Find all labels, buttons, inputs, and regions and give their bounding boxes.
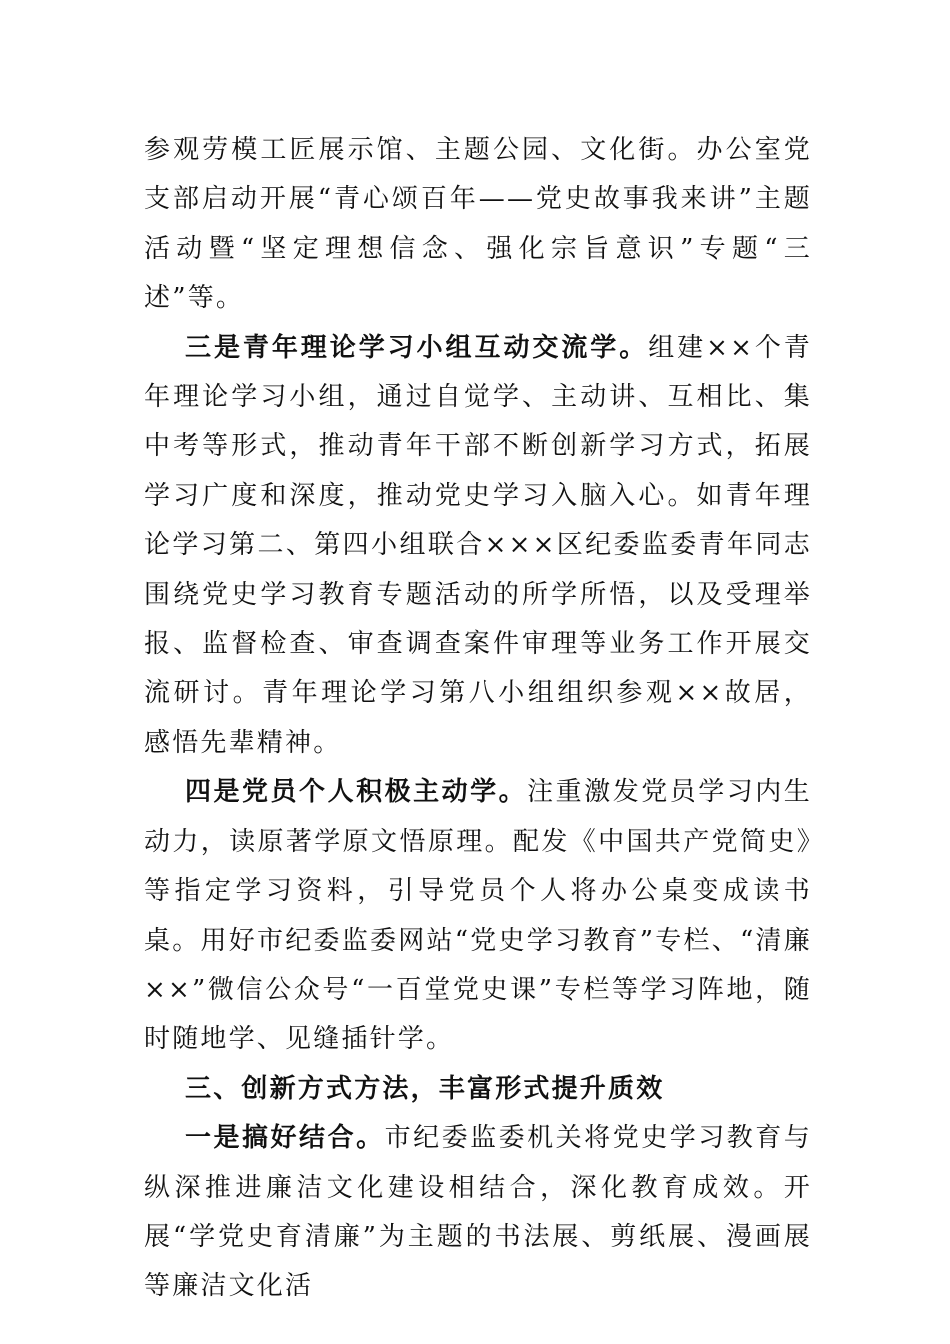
paragraph-lead: 四是党员个人积极主动学。 bbox=[185, 777, 528, 808]
paragraph-continuation bbox=[144, 126, 812, 324]
paragraph-youth-study-groups bbox=[144, 324, 812, 769]
section-heading: 三、创新方式方法，丰富形式提升质效 bbox=[185, 1073, 665, 1104]
paragraph-body: 参观劳模工匠展示馆、主题公园、文化街。办公室党支部启动开展“青心颂百年——党史故事我来讲”主题活动暨“坚定理想信念、强化宗旨意识”专题“三述”等。 bbox=[144, 135, 812, 314]
paragraph-lead: 一是搞好结合。 bbox=[185, 1123, 385, 1154]
paragraph-integration bbox=[144, 1114, 812, 1312]
paragraph-lead: 三是青年理论学习小组互动交流学。 bbox=[185, 332, 649, 363]
paragraph-body: 市纪委监委机关将党史学习教育与纵深推进廉洁文化建设相结合，深化教育成效。开展“学党史育清廉”为主题的书法展、剪纸展、漫画展等廉洁文化活 bbox=[144, 1123, 812, 1302]
paragraph-individual-study bbox=[144, 768, 812, 1064]
paragraph-body: 组建××个青年理论学习小组，通过自觉学、主动讲、互相比、集中考等形式，推动青年干部不断创新学习方式，拓展学习广度和深度，推动党史学习入脑入心。如青年理论学习第二、第四小组联合×××区纪委监委青年同志围绕党史学习教育专题活动的所学所悟，以及受理举报、监督检查、审查调查案件审理等业务工作开展交流研讨。青年理论学习第八小组组织参观××故居，感悟先辈精神。 bbox=[144, 332, 812, 758]
paragraph-body: 注重激发党员学习内生动力，读原著学原文悟原理。配发《中国共产党简史》等指定学习资料，引导党员个人将办公桌变成读书桌。用好市纪委监委网站“党史学习教育”专栏、“清廉××”微信公众号“一百堂党史课”专栏等学习阵地，随时随地学、见缝插针学。 bbox=[144, 777, 812, 1055]
document-page bbox=[144, 126, 812, 1312]
